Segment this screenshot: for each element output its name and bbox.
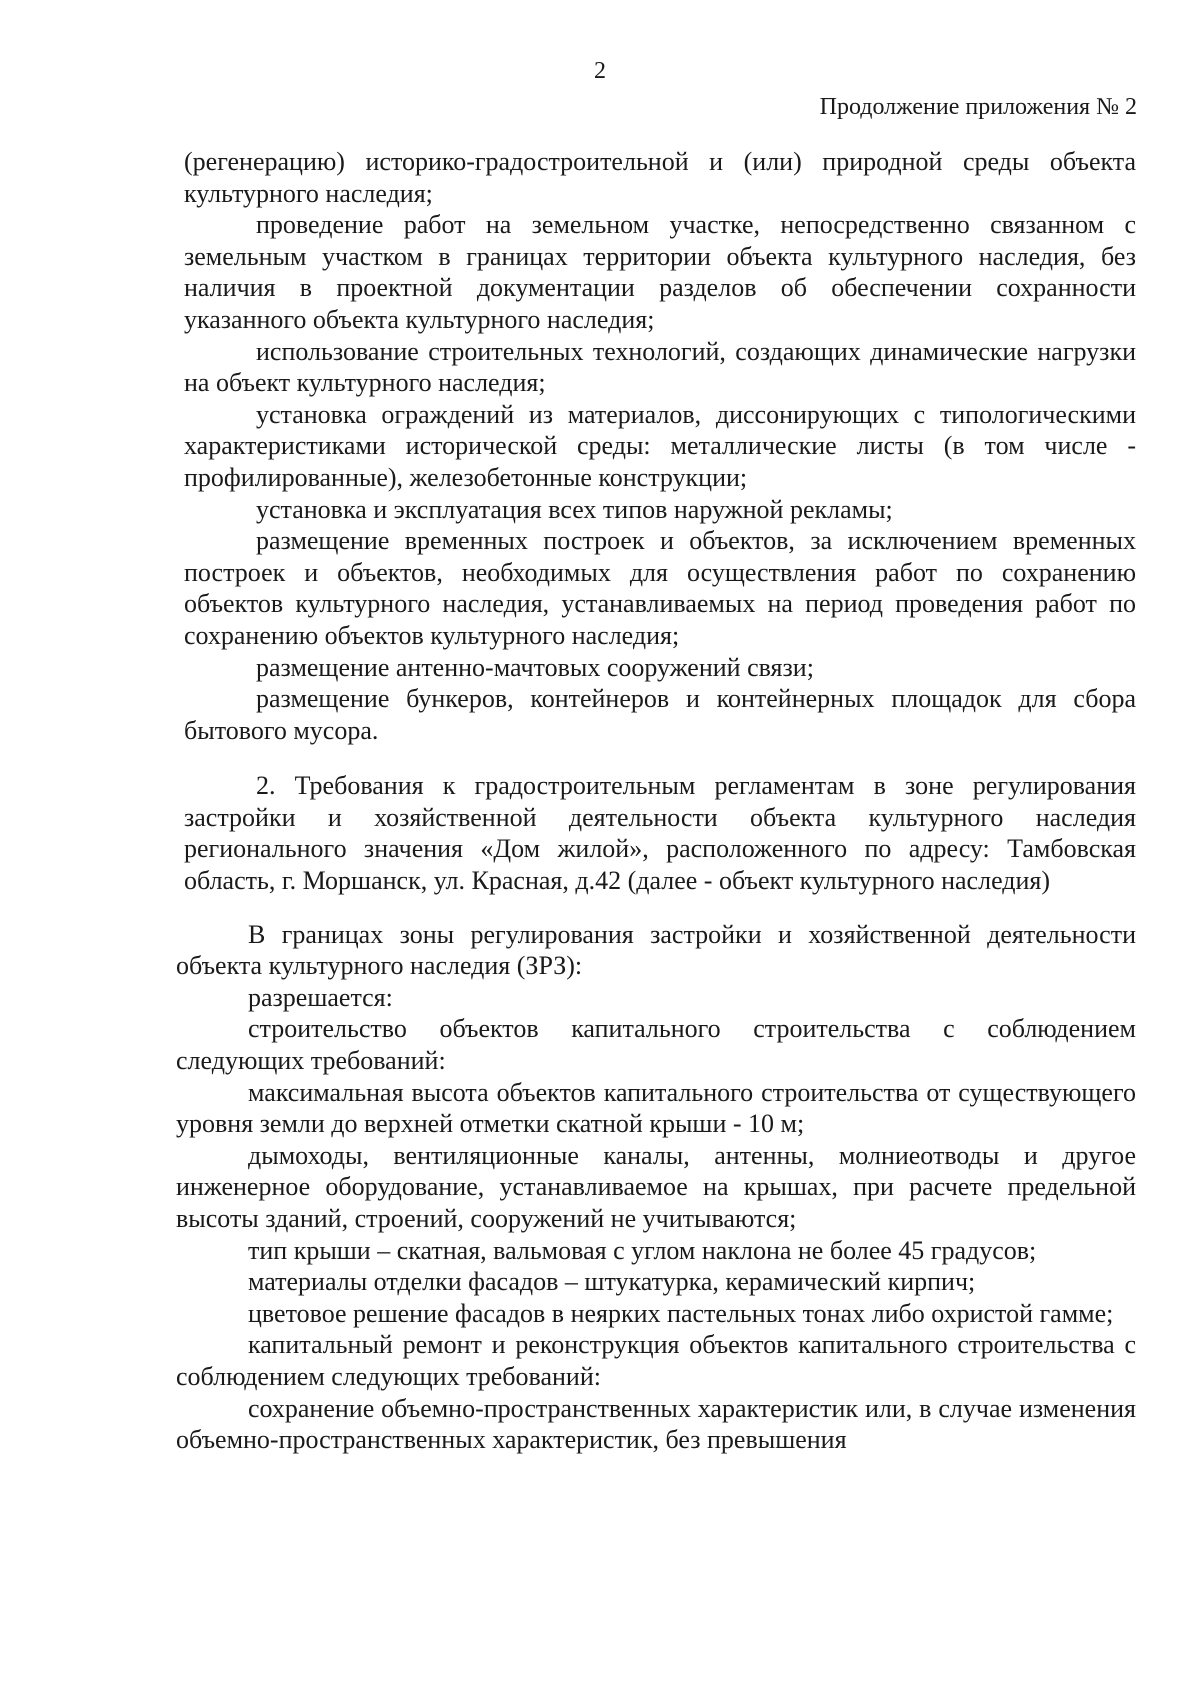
paragraph: размещение бункеров, контейнеров и контейнерных площадок для сбора бытового мусора. [184,684,1136,745]
appendix-continuation-note: Продолжение приложения № 2 [819,94,1137,120]
paragraph: размещение антенно-мачтовых сооружений связи; [256,652,814,682]
paragraph: использование строительных технологий, создающих динамические нагрузки на объект культурного наследия; [184,336,1136,398]
paragraph: установка и эксплуатация всех типов наружной рекламы; [256,494,893,524]
paragraph: максимальная высота объектов капитального строительства от существующего уровня земли до верхней отметки скатной крыши - 10 м; [176,1077,1136,1139]
paragraph: В границах зоны регулирования застройки и хозяйственной деятельности объекта культурного наследия (ЗРЗ): [176,919,1136,981]
page-number: 2 [594,58,606,84]
paragraph: проведение работ на земельном участке, непосредственно связанном с земельным участком в границах территории объекта культурного наследия, без наличия в проектной документации разделов об обеспечении сохранности указанного объекта культурного наследия; [184,210,1136,334]
paragraph: (регенерацию) историко-градостроительной и (или) природной среды объекта культурного наследия; [184,147,1136,208]
paragraph: дымоходы, вентиляционные каналы, антенны, молниеотводы и другое инженерное оборудование, устанавливаемое на крышах, при расчете предельной высоты зданий, строений, сооружений не учитываются; [176,1140,1136,1233]
paragraph: разрешается: [248,982,393,1012]
section-heading: 2. Требования к градостроительным регламентам в зоне регулирования застройки и хозяйственной деятельности объекта культурного наследия регионального значения «Дом жилой», расположенного по адресу: Тамбовская область, г. Моршанск, ул. Красная, д.42 (далее - объект культурного наследия) [184,771,1136,896]
paragraph: сохранение объемно-пространственных характеристик или, в случае изменения объемно-пространственных характеристик, без превышения [176,1393,1136,1455]
paragraph: размещение временных построек и объектов, за исключением временных построек и объектов, необходимых для осуществления работ по сохранению объектов культурного наследия, устанавливаемых на период проведения работ по сохранению объектов культурного наследия; [184,526,1136,650]
paragraph: материалы отделки фасадов – штукатурка, керамический кирпич; [248,1267,976,1297]
paragraph: установка ограждений из материалов, диссонирующих с типологическими характеристиками исторической среды: металлические листы (в том числе - профилированные), железобетонные конструкции; [184,399,1136,492]
paragraph: цветовое решение фасадов в неярких пастельных тонах либо охристой гамме; [248,1298,1114,1328]
paragraph: капитальный ремонт и реконструкция объектов капитального строительства с соблюдением следующих требований: [176,1330,1136,1391]
document-body [176,146,1136,1456]
paragraph: строительство объектов капитального строительства с соблюдением следующих требований: [176,1014,1136,1076]
paragraph: тип крыши – скатная, вальмовая с углом наклона не более 45 градусов; [248,1235,1037,1265]
